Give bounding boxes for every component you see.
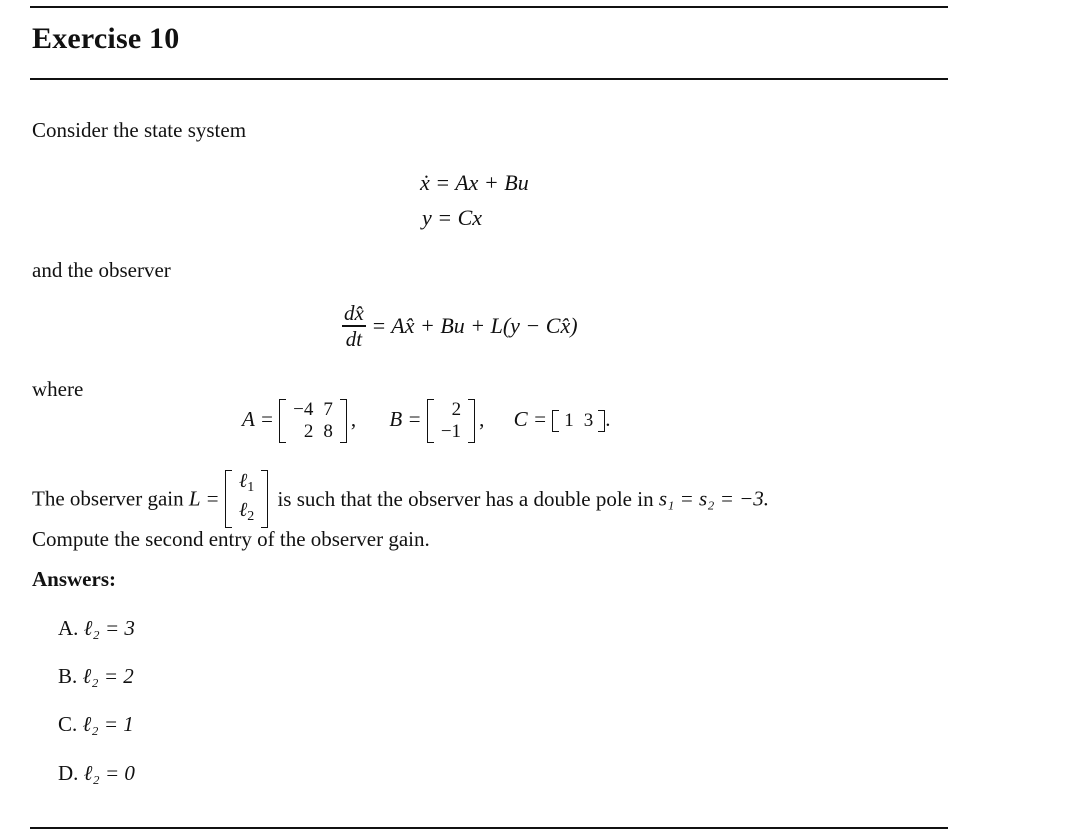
answer-option-d[interactable]: [58, 761, 135, 786]
fraction-numerator: dx̂: [344, 301, 364, 325]
answer-expression: ℓ₂ = 2: [82, 664, 134, 688]
gain-prefix: The observer gain: [32, 486, 184, 511]
intro-text: Consider the state system: [32, 118, 247, 142]
question-text: Compute the second entry of the observer gain.: [32, 527, 430, 551]
state-equation-1: [420, 170, 529, 196]
bottom-rule: [30, 827, 948, 829]
gain-suffix: is such that the observer has a double pole in: [277, 486, 654, 511]
observer-derivative-fraction: [342, 303, 366, 349]
state-eq-1-lhs: ẋ: [420, 170, 430, 195]
matrix-C-cell: 3: [583, 410, 594, 431]
answer-letter: C.: [58, 712, 78, 736]
observer-intro-text: and the observer: [32, 258, 171, 282]
matrix-B-label: B =: [389, 406, 422, 431]
answer-option-b[interactable]: [58, 664, 134, 689]
matrix-C-label: C =: [513, 406, 547, 431]
answer-letter: D.: [58, 761, 79, 785]
observer-gain-sentence: [32, 470, 769, 528]
answer-letter: B.: [58, 664, 78, 688]
answers-label: Answers:: [32, 567, 116, 591]
separator: ,: [479, 406, 485, 431]
answer-option-a[interactable]: [58, 616, 135, 641]
state-eq-2-rhs: = Cx: [437, 205, 483, 230]
matrix-B: [427, 399, 475, 443]
gain-poles: s₁ = s₂ = −3.: [658, 486, 770, 511]
where-text: where: [32, 377, 84, 401]
state-eq-1-rhs: = Ax + Bu: [435, 170, 529, 195]
top-rule: [30, 6, 948, 8]
gain-entry: ℓ: [238, 499, 248, 521]
matrix-A-cell: 2: [303, 421, 314, 442]
matrix-B-cell: 2: [451, 399, 462, 420]
matrix-B-cell: −1: [440, 421, 462, 442]
matrix-A-cell: 7: [323, 399, 333, 420]
matrix-end-period: .: [605, 406, 611, 431]
state-eq-2-lhs: y: [422, 205, 432, 230]
separator: ,: [350, 406, 357, 431]
matrix-A-cell: −4: [293, 399, 314, 420]
matrix-definitions: [242, 399, 611, 443]
observer-rhs: = Ax̂ + Bu + L(y − Cx̂): [371, 312, 578, 338]
matrix-C-cell: 1: [564, 410, 574, 431]
matrix-A: [279, 399, 347, 443]
observer-equation: [342, 303, 578, 349]
answer-letter: A.: [58, 616, 79, 640]
gain-entry-sub: 1: [247, 480, 255, 495]
matrix-C: [552, 410, 605, 432]
matrix-A-cell: 8: [323, 421, 333, 442]
matrix-A-label: A =: [242, 406, 274, 431]
answer-expression: ℓ₂ = 1: [82, 712, 134, 736]
title-rule: [30, 78, 948, 80]
gain-L-label: L =: [188, 486, 220, 511]
state-equation-2: [422, 205, 482, 231]
answer-option-c[interactable]: [58, 712, 134, 737]
gain-vector: [225, 470, 268, 528]
answer-expression: ℓ₂ = 0: [83, 761, 135, 785]
answer-expression: ℓ₂ = 3: [83, 616, 135, 640]
gain-entry-sub: 2: [247, 509, 255, 524]
exercise-title: Exercise 10: [32, 22, 180, 55]
gain-entry: ℓ: [238, 470, 248, 492]
fraction-denominator: dt: [345, 326, 363, 351]
